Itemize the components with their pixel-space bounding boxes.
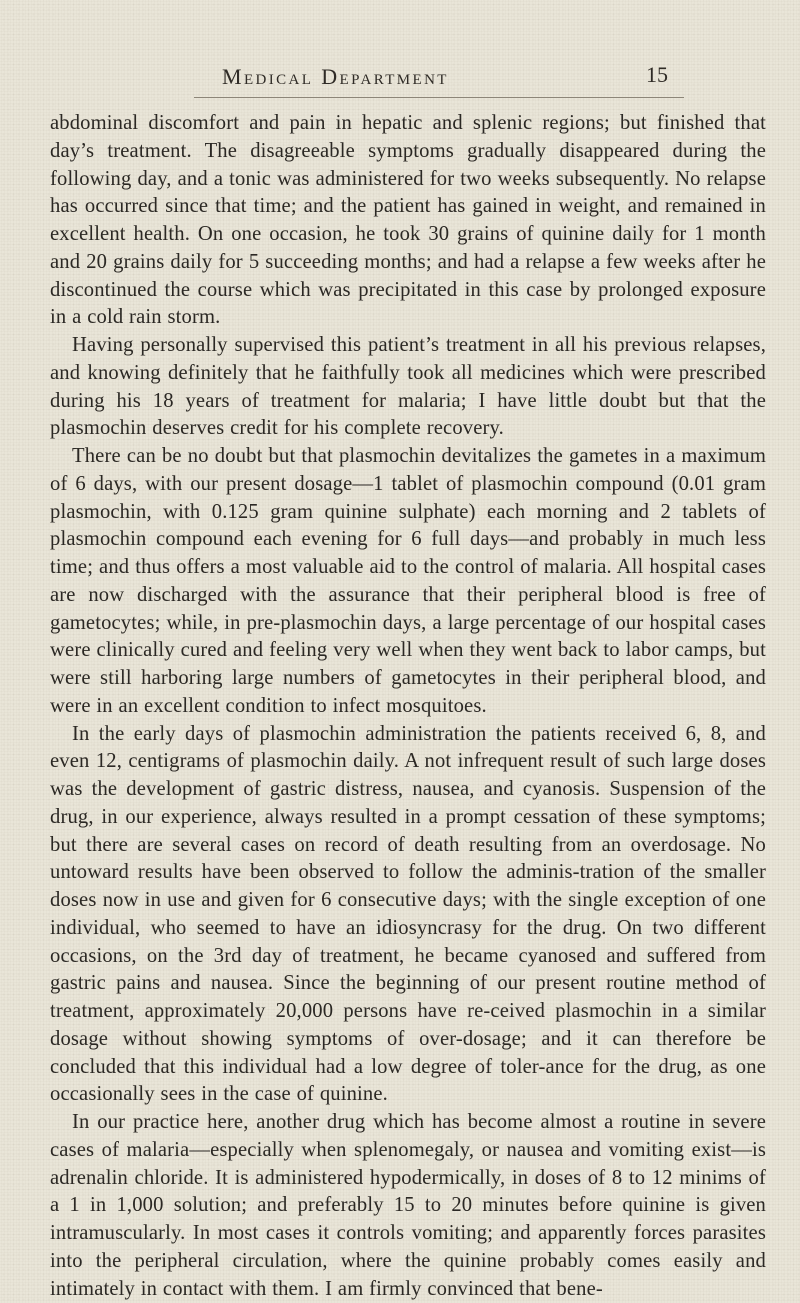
header-rule [194,97,684,98]
page-number: 15 [646,62,668,87]
body-text [50,110,766,1303]
running-head: Medical Department [222,64,449,89]
paragraph-adrenalin: In our practice here, another drug which has become almost a routine in severe cases of malaria—especially when splenomegaly, or nausea and vomiting exist—is adrenalin chloride. It is administered hypodermically, in doses of 8 to 12 minims of a 1 in 1,000 solution; and preferably 15 to 20 minutes before quinine is given intramuscularly. In most cases it controls vomiting; and apparently forces parasites into the peripheral circulation, where the quinine probably comes easily and intimately in contact with them. I am firmly convinced that bene- [50,1111,766,1300]
paragraph-continuation: abdominal discomfort and pain in hepatic and splenic regions; but finished that day’s treatment. The disagreeable symptoms gradually disappeared during the following day, and a tonic was administered for two weeks subsequently. No relapse has occurred since that time; and the patient has gained in weight, and remained in excellent health. On one occasion, he took 30 grains of quinine daily for 1 month and 20 grains daily for 5 succeeding months; and had a relapse a few weeks after he discontinued the course which was precipitated in this case by prolonged exposure in a cold rain storm. [50,112,766,329]
paragraph-gametes: There can be no doubt but that plasmochin devitalizes the gametes in a maximum of 6 days, with our present dosage—1 tablet of plasmochin compound (0.01 gram plasmochin, with 0.125 gram quinine sulphate) each morning and 2 tablets of plasmochin compound each evening for 6 full days—and probably in much less time; and thus offers a most valuable aid to the control of malaria. All hospital cases are now discharged with the assurance that their peripheral blood is free of gametocytes; while, in pre-plasmochin days, a large percentage of our hospital cases were clinically cured and feeling very well when they went back to labor camps, but were still harboring large numbers of gametocytes in their peripheral blood, and were in an excellent condition to infect mosquitoes. [50,445,766,717]
paragraph-supervision: Having personally supervised this patient’s treatment in all his previous relapses, and knowing definitely that he faithfully took all medicines which were prescribed during his 18 years of treatment for malaria; I have little doubt but that the plasmochin deserves credit for his complete recovery. [50,334,766,440]
paragraph-early-doses: In the early days of plasmochin administration the patients received 6, 8, and even 12, centigrams of plasmochin daily. A not infrequent result of such large doses was the development of gastric distress, nausea, and cyanosis. Suspension of the drug, in our experience, always resulted in a prompt cessation of these symptoms; but there are several cases on record of death resulting from an overdosage. No untoward results have been observed to follow the adminis-tration of the smaller doses now in use and given for 6 consecutive days; with the single exception of one individual, who seemed to have an idiosyncrasy for the drug. On two different occasions, on the 3rd day of treatment, he became cyanosed and suffered from gastric pains and nausea. Since the beginning of our present routine method of treatment, approximately 20,000 persons have re-ceived plasmochin in a similar dosage without showing symptoms of over-dosage; and it can therefore be concluded that this individual had a low degree of toler-ance for the drug, as one occasionally sees in the case of quinine. [50,722,766,1106]
